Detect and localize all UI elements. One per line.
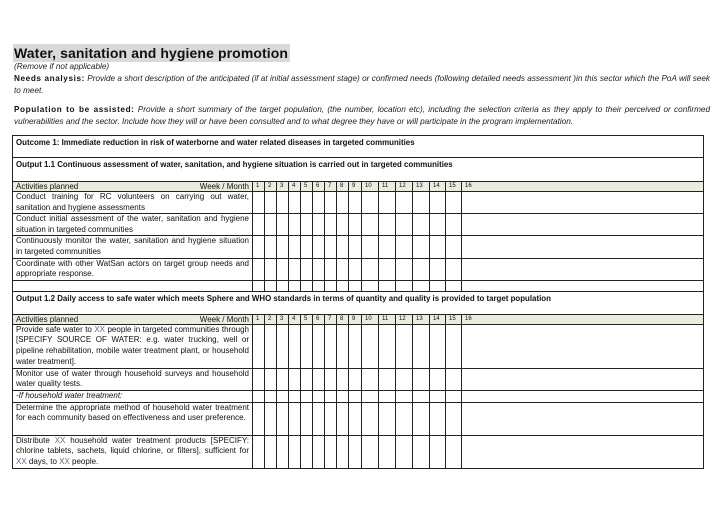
week-header-8: 8 — [337, 182, 349, 192]
week-cell-2[interactable] — [265, 214, 277, 236]
week-cell-1[interactable] — [253, 368, 265, 390]
week-header-10: 10 — [362, 314, 379, 324]
week-cell-4[interactable] — [289, 280, 301, 291]
week-cell-16[interactable] — [462, 435, 704, 468]
week-cell-6[interactable] — [313, 435, 325, 468]
week-cell-5[interactable] — [301, 435, 313, 468]
week-cell-13[interactable] — [413, 390, 430, 402]
week-cell-14[interactable] — [430, 236, 446, 258]
week-cell-10[interactable] — [362, 192, 379, 214]
week-cell-1[interactable] — [253, 390, 265, 402]
week-cell-5[interactable] — [301, 390, 313, 402]
week-cell-14[interactable] — [430, 214, 446, 236]
week-header-6: 6 — [313, 314, 325, 324]
week-cell-12[interactable] — [396, 280, 413, 291]
week-cell-10[interactable] — [362, 435, 379, 468]
week-cell-9[interactable] — [349, 435, 362, 468]
activity-row — [13, 402, 704, 435]
week-cell-5[interactable] — [301, 324, 313, 368]
week-cell-5[interactable] — [301, 368, 313, 390]
week-cell-15[interactable] — [446, 390, 462, 402]
week-cell-11[interactable] — [379, 368, 396, 390]
week-cell-6[interactable] — [313, 236, 325, 258]
week-cell-10[interactable] — [362, 214, 379, 236]
week-cell-16[interactable] — [462, 324, 704, 368]
activity-description[interactable]: Distribute XX household water treatment products [SPECIFY: chlorine tablets, sachets, liquid chlorine, or filters], sufficient for XX days, to XX people. — [13, 435, 253, 468]
week-cell-12[interactable] — [396, 435, 413, 468]
week-cell-13[interactable] — [413, 258, 430, 280]
week-header-5: 5 — [301, 182, 313, 192]
activity-row — [13, 236, 704, 258]
activity-description[interactable]: Provide safe water to XX people in targeted communities through [SPECIFY SOURCE OF WATER: e.g. water trucking, well or pipeline rehabilitation, mobile water treatment plant, or household water treatment]. — [13, 324, 253, 368]
week-cell-13[interactable] — [413, 368, 430, 390]
week-header-2: 2 — [265, 314, 277, 324]
week-cell-8[interactable] — [337, 368, 349, 390]
week-cell-14[interactable] — [430, 402, 446, 435]
output-row-2: Output 1.2 Daily access to safe water which meets Sphere and WHO standards in terms of quantity and quality is provided to target population — [13, 291, 704, 314]
week-cell-6[interactable] — [313, 192, 325, 214]
week-cell-9[interactable] — [349, 402, 362, 435]
week-cell-4[interactable] — [289, 435, 301, 468]
week-cell-14[interactable] — [430, 368, 446, 390]
week-cell-9[interactable] — [349, 390, 362, 402]
population-to-assist — [14, 104, 710, 127]
week-cell-15[interactable] — [446, 214, 462, 236]
week-cell-8[interactable] — [337, 236, 349, 258]
week-cell-12[interactable] — [396, 236, 413, 258]
week-header-15: 15 — [446, 182, 462, 192]
week-cell-15[interactable] — [446, 192, 462, 214]
week-cell-7[interactable] — [325, 236, 337, 258]
week-cell-10[interactable] — [362, 258, 379, 280]
week-cell-13[interactable] — [413, 402, 430, 435]
placeholder-xx: XX — [16, 456, 27, 466]
week-cell-11[interactable] — [379, 258, 396, 280]
week-cell-10[interactable] — [362, 402, 379, 435]
week-cell-13[interactable] — [413, 435, 430, 468]
week-cell-12[interactable] — [396, 368, 413, 390]
week-cell-14[interactable] — [430, 280, 446, 291]
week-header-9: 9 — [349, 314, 362, 324]
week-header-1: 1 — [253, 182, 265, 192]
activity-description[interactable] — [13, 280, 253, 291]
week-cell-16[interactable] — [462, 236, 704, 258]
week-header-5: 5 — [301, 314, 313, 324]
week-cell-2[interactable] — [265, 402, 277, 435]
activity-description[interactable]: Conduct training for RC volunteers on carrying out water, sanitation and hygiene assessments — [13, 192, 253, 214]
week-cell-8[interactable] — [337, 390, 349, 402]
week-cell-10[interactable] — [362, 324, 379, 368]
week-cell-16[interactable] — [462, 214, 704, 236]
week-cell-15[interactable] — [446, 280, 462, 291]
week-cell-7[interactable] — [325, 402, 337, 435]
week-cell-8[interactable] — [337, 214, 349, 236]
week-cell-15[interactable] — [446, 368, 462, 390]
week-cell-1[interactable] — [253, 258, 265, 280]
activity-description[interactable]: -If household water treatment: — [13, 390, 253, 402]
week-cell-7[interactable] — [325, 390, 337, 402]
week-cell-15[interactable] — [446, 236, 462, 258]
week-cell-4[interactable] — [289, 402, 301, 435]
week-header-9: 9 — [349, 182, 362, 192]
week-header-2: 2 — [265, 182, 277, 192]
week-cell-6[interactable] — [313, 280, 325, 291]
activity-description[interactable]: Determine the appropriate method of household water treatment for each community based on effectiveness and user preference. — [13, 402, 253, 435]
week-cell-14[interactable] — [430, 435, 446, 468]
week-cell-13[interactable] — [413, 324, 430, 368]
week-cell-15[interactable] — [446, 402, 462, 435]
week-header-1: 1 — [253, 314, 265, 324]
activities-planned-label: Activities planned — [16, 182, 79, 191]
output-row-1: Output 1.1 Continuous assessment of water, sanitation, and hygiene situation is carried out in targeted communities — [13, 158, 704, 182]
week-cell-4[interactable] — [289, 324, 301, 368]
week-cell-8[interactable] — [337, 258, 349, 280]
week-cell-13[interactable] — [413, 280, 430, 291]
week-cell-11[interactable] — [379, 236, 396, 258]
week-header-3: 3 — [277, 182, 289, 192]
week-cell-1[interactable] — [253, 435, 265, 468]
needs-analysis — [14, 73, 710, 96]
week-cell-2[interactable] — [265, 324, 277, 368]
week-cell-7[interactable] — [325, 214, 337, 236]
activity-row — [13, 192, 704, 214]
week-cell-16[interactable] — [462, 390, 704, 402]
week-cell-11[interactable] — [379, 214, 396, 236]
week-cell-3[interactable] — [277, 390, 289, 402]
week-cell-9[interactable] — [349, 214, 362, 236]
week-cell-11[interactable] — [379, 324, 396, 368]
week-cell-11[interactable] — [379, 435, 396, 468]
week-cell-13[interactable] — [413, 192, 430, 214]
activity-row — [13, 324, 704, 368]
activity-description[interactable]: Conduct initial assessment of the water, sanitation and hygiene situation in targeted communities — [13, 214, 253, 236]
week-cell-14[interactable] — [430, 390, 446, 402]
week-header-3: 3 — [277, 314, 289, 324]
week-cell-7[interactable] — [325, 368, 337, 390]
week-cell-9[interactable] — [349, 280, 362, 291]
week-cell-8[interactable] — [337, 192, 349, 214]
week-cell-15[interactable] — [446, 324, 462, 368]
week-cell-9[interactable] — [349, 324, 362, 368]
week-cell-14[interactable] — [430, 258, 446, 280]
week-cell-4[interactable] — [289, 214, 301, 236]
week-cell-4[interactable] — [289, 192, 301, 214]
week-cell-12[interactable] — [396, 390, 413, 402]
week-header-14: 14 — [430, 182, 446, 192]
activity-row — [13, 258, 704, 280]
week-header-14: 14 — [430, 314, 446, 324]
week-month-label: Week / Month — [199, 182, 249, 191]
week-cell-5[interactable] — [301, 402, 313, 435]
week-cell-2[interactable] — [265, 258, 277, 280]
week-cell-1[interactable] — [253, 402, 265, 435]
week-header-7: 7 — [325, 314, 337, 324]
week-cell-4[interactable] — [289, 258, 301, 280]
week-cell-9[interactable] — [349, 192, 362, 214]
needs-label: Needs analysis: — [14, 74, 85, 83]
week-cell-1[interactable] — [253, 192, 265, 214]
week-cell-16[interactable] — [462, 192, 704, 214]
week-cell-10[interactable] — [362, 390, 379, 402]
week-cell-13[interactable] — [413, 236, 430, 258]
week-header-8: 8 — [337, 314, 349, 324]
week-header-16: 16 — [462, 182, 704, 192]
week-cell-1[interactable] — [253, 280, 265, 291]
week-cell-16[interactable] — [462, 258, 704, 280]
plan-of-action-table — [12, 135, 704, 469]
week-cell-8[interactable] — [337, 402, 349, 435]
activities-header-cell — [13, 314, 253, 324]
week-cell-6[interactable] — [313, 324, 325, 368]
week-cell-6[interactable] — [313, 390, 325, 402]
week-cell-12[interactable] — [396, 324, 413, 368]
week-cell-3[interactable] — [277, 192, 289, 214]
week-cell-1[interactable] — [253, 214, 265, 236]
week-cell-3[interactable] — [277, 236, 289, 258]
week-cell-9[interactable] — [349, 258, 362, 280]
activities-header-row — [13, 182, 704, 192]
week-cell-5[interactable] — [301, 280, 313, 291]
week-cell-5[interactable] — [301, 236, 313, 258]
week-cell-4[interactable] — [289, 390, 301, 402]
activity-row — [13, 435, 704, 468]
week-cell-16[interactable] — [462, 280, 704, 291]
week-cell-10[interactable] — [362, 236, 379, 258]
activity-description[interactable]: Coordinate with other WatSan actors on target group needs and appropriate response. — [13, 258, 253, 280]
week-cell-4[interactable] — [289, 236, 301, 258]
week-cell-3[interactable] — [277, 402, 289, 435]
week-header-7: 7 — [325, 182, 337, 192]
week-header-4: 4 — [289, 182, 301, 192]
week-cell-7[interactable] — [325, 280, 337, 291]
remove-note: (Remove if not applicable) — [14, 62, 110, 71]
week-cell-7[interactable] — [325, 324, 337, 368]
week-month-label: Week / Month — [199, 314, 249, 324]
week-cell-2[interactable] — [265, 280, 277, 291]
week-cell-13[interactable] — [413, 214, 430, 236]
placeholder-xx: XX — [59, 456, 70, 466]
week-cell-6[interactable] — [313, 258, 325, 280]
week-cell-11[interactable] — [379, 402, 396, 435]
week-cell-7[interactable] — [325, 258, 337, 280]
week-cell-5[interactable] — [301, 258, 313, 280]
week-cell-1[interactable] — [253, 236, 265, 258]
week-cell-2[interactable] — [265, 435, 277, 468]
week-cell-3[interactable] — [277, 368, 289, 390]
week-cell-2[interactable] — [265, 236, 277, 258]
activity-row — [13, 214, 704, 236]
activities-planned-label: Activities planned — [16, 314, 79, 324]
week-cell-10[interactable] — [362, 280, 379, 291]
week-header-13: 13 — [413, 182, 430, 192]
week-header-12: 12 — [396, 182, 413, 192]
week-cell-5[interactable] — [301, 214, 313, 236]
week-header-11: 11 — [379, 314, 396, 324]
week-cell-14[interactable] — [430, 324, 446, 368]
week-cell-2[interactable] — [265, 390, 277, 402]
week-cell-8[interactable] — [337, 280, 349, 291]
week-header-11: 11 — [379, 182, 396, 192]
week-cell-2[interactable] — [265, 368, 277, 390]
week-cell-10[interactable] — [362, 368, 379, 390]
week-header-10: 10 — [362, 182, 379, 192]
week-cell-6[interactable] — [313, 368, 325, 390]
week-cell-11[interactable] — [379, 192, 396, 214]
week-cell-4[interactable] — [289, 368, 301, 390]
activity-row — [13, 368, 704, 390]
activity-row — [13, 280, 704, 291]
week-header-16: 16 — [462, 314, 704, 324]
activity-description[interactable]: Monitor use of water through household surveys and household water quality tests. — [13, 368, 253, 390]
week-cell-6[interactable] — [313, 402, 325, 435]
week-cell-12[interactable] — [396, 214, 413, 236]
activities-header-row — [13, 314, 704, 324]
section-title: Water, sanitation and hygiene promotion — [14, 45, 289, 61]
week-cell-3[interactable] — [277, 280, 289, 291]
week-cell-2[interactable] — [265, 192, 277, 214]
week-header-13: 13 — [413, 314, 430, 324]
week-cell-16[interactable] — [462, 402, 704, 435]
week-cell-1[interactable] — [253, 324, 265, 368]
activity-row — [13, 390, 704, 402]
outcome-row: Outcome 1: Immediate reduction in risk of waterborne and water related diseases in targeted communities — [13, 136, 704, 158]
week-cell-11[interactable] — [379, 280, 396, 291]
week-cell-15[interactable] — [446, 435, 462, 468]
week-header-12: 12 — [396, 314, 413, 324]
week-cell-7[interactable] — [325, 192, 337, 214]
week-cell-9[interactable] — [349, 236, 362, 258]
population-text: Provide a short summary of the target population, (the number, location etc), including the selection criteria as they apply to their perceived or confirmed vulnerabilities and the sector. Include how they will or have been consulted and to what degree they have or will participate in the program implementation. — [14, 105, 711, 126]
week-cell-8[interactable] — [337, 435, 349, 468]
week-cell-12[interactable] — [396, 258, 413, 280]
week-cell-6[interactable] — [313, 214, 325, 236]
week-cell-3[interactable] — [277, 258, 289, 280]
week-cell-3[interactable] — [277, 324, 289, 368]
week-header-15: 15 — [446, 314, 462, 324]
week-cell-3[interactable] — [277, 435, 289, 468]
week-cell-11[interactable] — [379, 390, 396, 402]
week-header-4: 4 — [289, 314, 301, 324]
week-cell-12[interactable] — [396, 192, 413, 214]
week-cell-15[interactable] — [446, 258, 462, 280]
placeholder-xx: XX — [94, 324, 106, 334]
activities-header-cell — [13, 182, 253, 192]
activity-description[interactable]: Continuously monitor the water, sanitation and hygiene situation in targeted communities — [13, 236, 253, 258]
week-cell-12[interactable] — [396, 402, 413, 435]
population-label: Population to be assisted: — [14, 105, 135, 114]
week-cell-7[interactable] — [325, 435, 337, 468]
placeholder-xx: XX — [54, 435, 66, 445]
needs-text: Provide a short description of the anticipated (if at initial assessment stage) or confirmed needs (following detailed needs assessment )in this sector which the PoA will seek to meet. — [14, 74, 710, 95]
week-cell-9[interactable] — [349, 368, 362, 390]
week-cell-5[interactable] — [301, 192, 313, 214]
week-cell-16[interactable] — [462, 368, 704, 390]
week-header-6: 6 — [313, 182, 325, 192]
week-cell-3[interactable] — [277, 214, 289, 236]
week-cell-14[interactable] — [430, 192, 446, 214]
week-cell-8[interactable] — [337, 324, 349, 368]
